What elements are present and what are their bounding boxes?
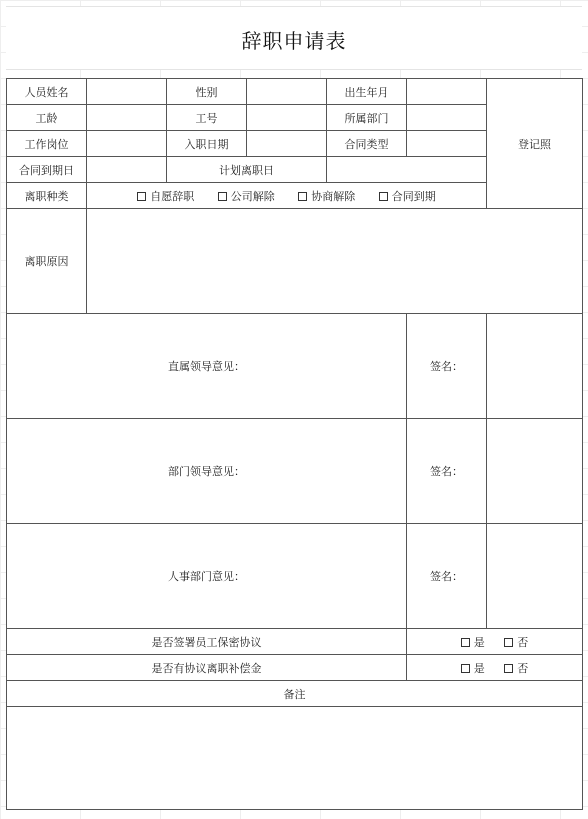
- hire-date-cell[interactable]: [247, 131, 327, 157]
- form-title: 辞职申请表: [241, 28, 347, 53]
- label-contract-end: 合同到期日: [7, 157, 87, 183]
- checkbox-icon[interactable]: [504, 664, 513, 673]
- row-remarks-header: [7, 681, 583, 707]
- nda-options: [407, 629, 583, 655]
- dept-leader-opinion[interactable]: 部门领导意见：: [7, 419, 407, 524]
- gender-cell[interactable]: [247, 79, 327, 105]
- option-company-terminate[interactable]: [218, 188, 275, 204]
- department-cell[interactable]: [407, 105, 487, 131]
- option-label: 自愿辞职: [150, 189, 195, 203]
- yes-label: 是: [473, 635, 485, 649]
- birth-cell[interactable]: [407, 79, 487, 105]
- remarks-label: 备注: [7, 681, 583, 707]
- dept-leader-signature-cell[interactable]: [487, 419, 583, 524]
- row-nda: [7, 629, 583, 655]
- remarks-cell[interactable]: [7, 707, 583, 810]
- option-label: 合同到期: [391, 189, 436, 203]
- row-leave-reason: [7, 209, 583, 314]
- compensation-options: [407, 655, 583, 681]
- nda-no[interactable]: [504, 634, 528, 650]
- no-label: 否: [517, 635, 529, 649]
- checkbox-icon[interactable]: [461, 664, 470, 673]
- row-hr: [7, 524, 583, 629]
- option-contract-expire[interactable]: [379, 188, 436, 204]
- resignation-form: [6, 78, 583, 810]
- checkbox-icon[interactable]: [461, 638, 470, 647]
- compensation-question: 是否有协议离职补偿金: [7, 655, 407, 681]
- nda-yes[interactable]: [461, 634, 485, 650]
- name-cell[interactable]: [87, 79, 167, 105]
- direct-leader-opinion[interactable]: 直属领导意见：: [7, 314, 407, 419]
- checkbox-icon[interactable]: [218, 192, 227, 201]
- option-label: 公司解除: [230, 189, 275, 203]
- leave-type-options: [87, 183, 487, 209]
- compensation-yes[interactable]: [461, 660, 485, 676]
- hr-signature-cell[interactable]: [487, 524, 583, 629]
- employee-id-cell[interactable]: [247, 105, 327, 131]
- no-label: 否: [517, 661, 529, 675]
- compensation-no[interactable]: [504, 660, 528, 676]
- label-gender: 性别: [167, 79, 247, 105]
- checkbox-icon[interactable]: [504, 638, 513, 647]
- row-dept-leader: [7, 419, 583, 524]
- dept-leader-signature-label: 签名：: [407, 419, 487, 524]
- label-hire-date: 入职日期: [167, 131, 247, 157]
- row-direct-leader: [7, 314, 583, 419]
- row-compensation: [7, 655, 583, 681]
- checkbox-icon[interactable]: [137, 192, 146, 201]
- hr-signature-label: 签名：: [407, 524, 487, 629]
- checkbox-icon[interactable]: [298, 192, 307, 201]
- option-mutual[interactable]: [298, 188, 355, 204]
- photo-cell[interactable]: 登记照: [487, 79, 583, 209]
- leave-reason-cell[interactable]: [87, 209, 583, 314]
- label-position: 工作岗位: [7, 131, 87, 157]
- yes-label: 是: [473, 661, 485, 675]
- option-voluntary[interactable]: [137, 188, 194, 204]
- label-birth: 出生年月: [327, 79, 407, 105]
- row-basic-1: [7, 79, 583, 105]
- seniority-cell[interactable]: [87, 105, 167, 131]
- direct-leader-signature-label: 签名：: [407, 314, 487, 419]
- label-leave-type: 离职种类: [7, 183, 87, 209]
- label-contract-type: 合同类型: [327, 131, 407, 157]
- label-department: 所属部门: [327, 105, 407, 131]
- title-bar: [6, 6, 582, 70]
- label-seniority: 工龄: [7, 105, 87, 131]
- row-remarks: [7, 707, 583, 810]
- option-label: 协商解除: [311, 189, 356, 203]
- contract-end-cell[interactable]: [87, 157, 167, 183]
- label-planned-leave: 计划离职日: [167, 157, 327, 183]
- label-name: 人员姓名: [7, 79, 87, 105]
- position-cell[interactable]: [87, 131, 167, 157]
- nda-question: 是否签署员工保密协议: [7, 629, 407, 655]
- hr-opinion[interactable]: 人事部门意见：: [7, 524, 407, 629]
- planned-leave-cell[interactable]: [327, 157, 487, 183]
- direct-leader-signature-cell[interactable]: [487, 314, 583, 419]
- label-leave-reason: 离职原因: [7, 209, 87, 314]
- contract-type-cell[interactable]: [407, 131, 487, 157]
- checkbox-icon[interactable]: [379, 192, 388, 201]
- label-employee-id: 工号: [167, 105, 247, 131]
